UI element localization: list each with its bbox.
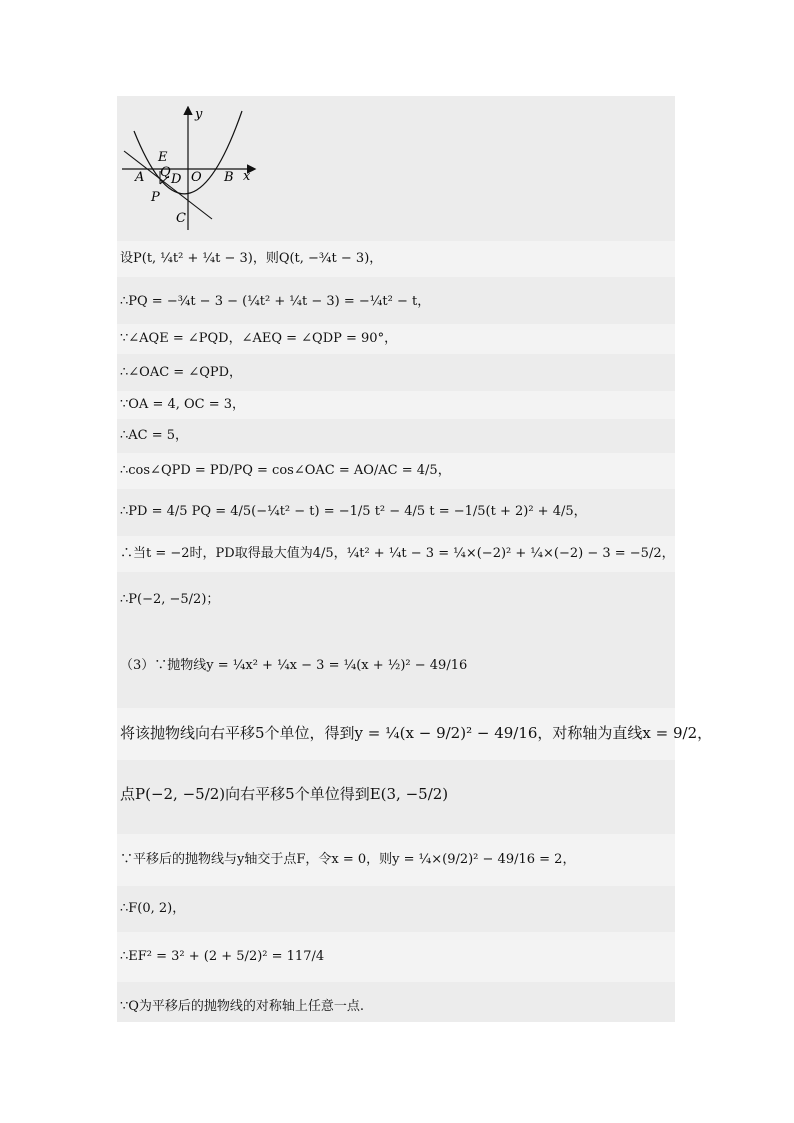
line-pd: ∴PD = 4/5 PQ = 4/5(−¼t² − t) = −1/5 t² − 4/5 t = −1/5(t + 2)² + 4/5， [120, 504, 587, 519]
line-point-f: ∵平移后的抛物线与y轴交于点F，令x = 0，则y = ¼×(9/2)² − 49/16 = 2， [120, 852, 576, 867]
line-angle-equal: ∴∠OAC = ∠QPD， [120, 365, 243, 380]
row-14 [117, 834, 675, 886]
line-oa-oc: ∵OA = 4, OC = 3， [120, 397, 246, 412]
line-point-e: 点P(−2, −5/2)向右平移5个单位得到E(3, −5/2) [120, 785, 449, 803]
parabola-figure [120, 106, 260, 234]
line-q-axis: ∵Q为平移后的抛物线的对称轴上任意一点. [120, 999, 365, 1014]
line-translate: 将该抛物线向右平移5个单位，得到y = ¼(x − 9/2)² − 49/16，对称轴为直线x = 9/2， [120, 724, 713, 742]
line-part3: （3）∵抛物线y = ¼x² + ¼x − 3 = ¼(x + ½)² − 49/16 [120, 658, 468, 673]
row-15 [117, 891, 675, 927]
label-a: A [135, 170, 145, 185]
line-ac: ∴AC = 5， [120, 428, 189, 443]
row-10 [117, 578, 675, 622]
label-p: P [151, 190, 160, 205]
label-d: D [171, 172, 182, 187]
line-ef: ∴EF² = 3² + (2 + 5/2)² = 117/4 [120, 949, 325, 964]
row-16 [117, 932, 675, 982]
row-13 [117, 772, 675, 816]
row-5 [117, 391, 675, 419]
row-12 [117, 708, 713, 760]
line-p-point: ∴P(−2, −5/2)； [120, 592, 220, 607]
line-ac [124, 151, 212, 219]
row-11 [117, 644, 675, 688]
line-max: ∴当t = −2时，PD取得最大值为4/5，¼t² + ¼t − 3 = ¼×(−2)² + ¼×(−2) − 3 = −5/2， [120, 546, 675, 561]
line-angles: ∵∠AQE = ∠PQD，∠AEQ = ∠QDP = 90°， [120, 331, 398, 346]
line-pq: ∴PQ = −¾t − 3 − (¼t² + ¼t − 3) = −¼t² − t， [120, 294, 431, 309]
line-cos: ∴cos∠QPD = PD/PQ = cos∠OAC = AO/AC = 4/5， [120, 463, 451, 478]
solution-sheet [117, 96, 713, 1022]
label-e: E [158, 150, 168, 165]
label-c: C [176, 211, 186, 226]
row-9 [117, 536, 675, 572]
row-2 [117, 285, 675, 319]
row-3 [117, 324, 675, 354]
label-x: x [243, 169, 251, 184]
label-q: Q [160, 165, 171, 180]
row-4 [117, 358, 675, 388]
line-f: ∴F(0, 2)， [120, 901, 186, 916]
label-y: y [195, 107, 203, 122]
label-o: O [191, 170, 202, 185]
row-8 [117, 494, 675, 530]
row-6 [117, 422, 675, 450]
row-17 [117, 992, 675, 1022]
row-1 [117, 241, 675, 277]
line-set-p: 设P(t, ¼t² + ¼t − 3)，则Q(t, −¾t − 3)， [120, 251, 383, 266]
row-7 [117, 453, 675, 489]
label-b: B [224, 170, 234, 185]
